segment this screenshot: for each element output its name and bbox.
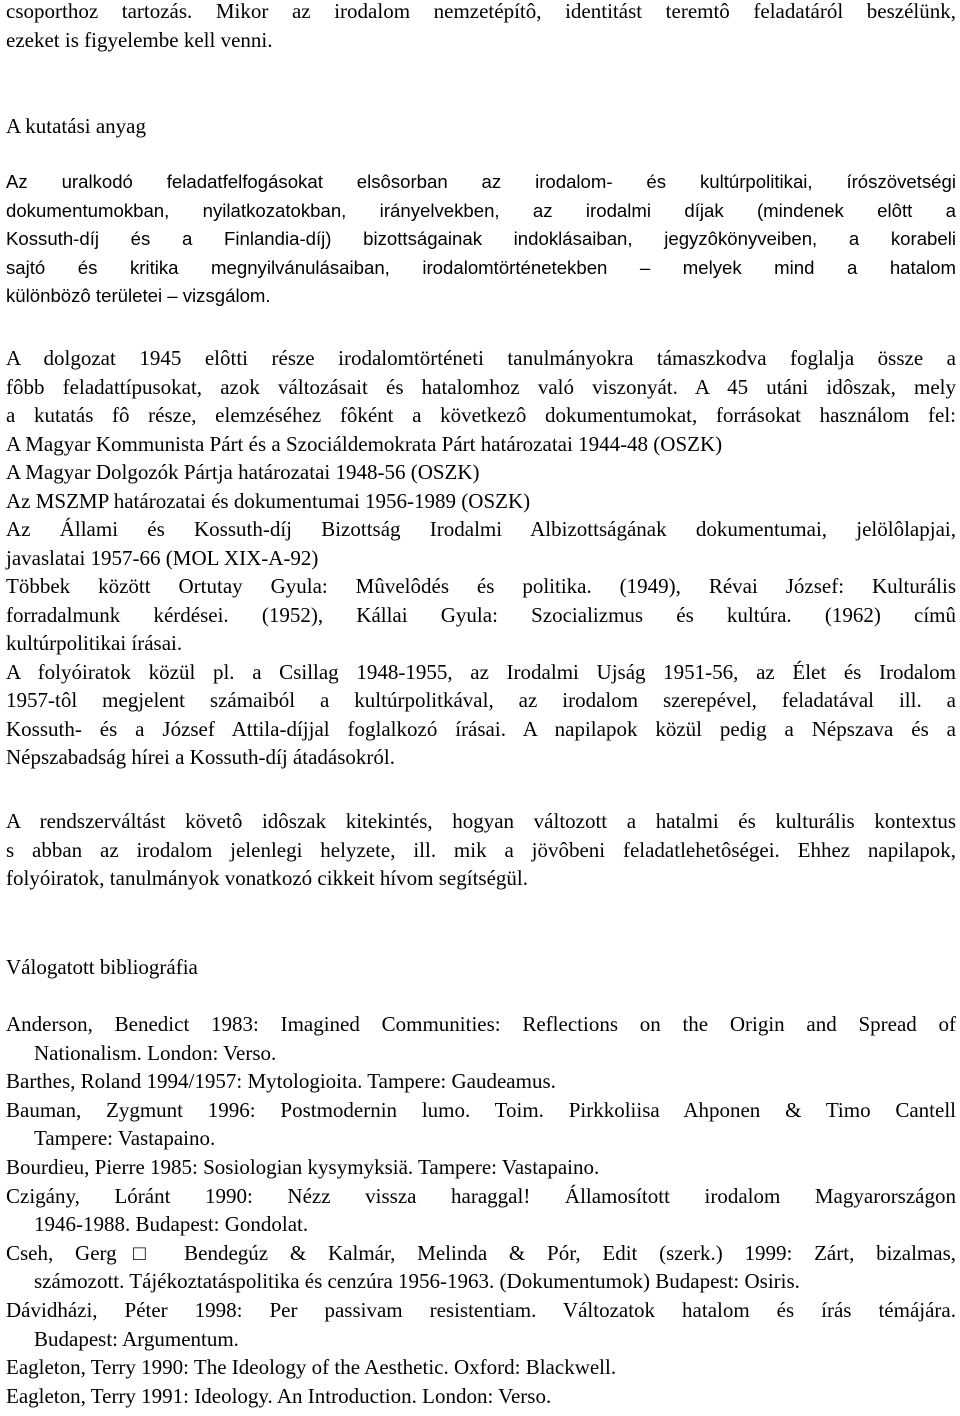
text-line: A dolgozat 1945 elôtti része irodalomtörténeti tanulmányokra támaszkodva foglalja össze a [6,346,956,370]
text-line: kultúrpolitikai írásai. [6,631,183,655]
bibliography-entry [6,1182,956,1239]
text-line: Az uralkodó feladatfelfogásokat elsôsorban az irodalom- és kultúrpolitikai, írószövetségi [6,171,956,192]
entry-line: Bourdieu, Pierre 1985: Sosiologian kysymyksiä. Tampere: Vastapaino. [6,1154,600,1179]
outlook-paragraph [6,807,956,893]
text-line: javaslatai 1957-66 (MOL XIX-A-92) [6,545,319,570]
bibliography-list [6,1010,956,1410]
text-line: forradalmunk kérdései. (1952), Kállai Gyula: Szocializmus és kultúra. (1962) címû [6,602,956,627]
text-line: A Magyar Kommunista Párt és a Szociáldemokrata Párt határozatai 1944-48 (OSZK) [6,431,723,456]
entry-line: Eagleton, Terry 1991: Ideology. An Introduction. London: Verso. [6,1383,552,1408]
text-line: s abban az irodalom jelenlegi helyzete, ill. mik a jövôbeni feladatlehetôségei. Ehhez napilapok, [6,837,956,862]
entry-line: Cseh, Gerg□ Bendegúz & Kalmár, Melinda & Pór, Edit (szerk.) 1999: Zárt, bizalmas, [6,1240,956,1265]
text-line: a kutatás fô része, elemzéséhez fôként a következô dokumentumokat, forrásokat használom fel: [6,403,956,427]
entry-line: Dávidházi, Péter 1998: Per passivam resistentiam. Változatok hatalom és írás témájára. [6,1297,956,1322]
entry-line: 1946-1988. Budapest: Gondolat. [34,1212,309,1237]
research-documents-paragraph [6,344,956,772]
text-line: különbözô területei – vizsgálom. [6,285,271,307]
entry-line: Budapest: Argumentum. [34,1326,239,1351]
entry-line: Tampere: Vastapaino. [34,1126,216,1151]
entry-line: Anderson, Benedict 1983: Imagined Communities: Reflections on the Origin and Spread of [6,1012,956,1036]
text-line: Az MSZMP határozatai és dokumentumai 1956-1989 (OSZK) [6,488,531,513]
entry-line: Eagleton, Terry 1990: The Ideology of the Aesthetic. Oxford: Blackwell. [6,1355,617,1380]
text-line: Népszabadság hírei a Kossuth-díj átadásokról. [6,745,395,769]
text-line: sajtó és kritika megnyilvánulásaiban, irodalomtörténetekben – melyek mind a hatalom [6,256,956,278]
research-sources-paragraph [6,168,956,311]
text-line: A rendszerváltást követô idôszak kitekintés, hogyan változott a hatalmi és kulturális kontextus [6,809,956,833]
text-line: Kossuth-díj és a Finlandia-díj) bizottságainak indoklásaiban, jegyzôkönyveiben, a korabeli [6,228,956,250]
bibliography-heading: Válogatott bibliográfia [6,955,198,979]
text-line: Többek között Ortutay Gyula: Mûvelôdés és politika. (1949), Révai József: Kulturális [6,574,956,598]
bibliography-entry [6,1010,956,1067]
entry-line: Czigány, Lóránt 1990: Nézz vissza haraggal! Államosított irodalom Magyarországon [6,1183,956,1208]
text-line: Az Állami és Kossuth-díj Bizottság Irodalmi Albizottságának dokumentumai, jelölôlapjai, [6,517,956,541]
text-line: folyóiratok, tanulmányok vonatkozó cikkeit hívom segítségül. [6,866,528,890]
text-line: fôbb feladattípusokat, azok változásait és hatalomhoz való viszonyát. A 45 utáni idôszak, mely [6,374,956,399]
text-line: A folyóiratok közül pl. a Csillag 1948-1955, az Irodalmi Ujság 1951-56, az Élet és Irodalom [6,659,956,684]
text-line: ezeket is figyelembe kell venni. [6,27,273,52]
bibliography-entry [6,1067,956,1096]
bibliography-entry [6,1296,956,1353]
entry-line: számozott. Tájékoztatáspolitika és cenzúra 1956-1963. (Dokumentumok) Budapest: Osiris. [34,1269,800,1294]
bibliography-entry [6,1153,956,1182]
entry-line: Bauman, Zygmunt 1996: Postmodernin lumo. Toim. Pirkkoliisa Ahponen & Timo Cantell [6,1097,956,1122]
text-line: dokumentumokban, nyilatkozatokban, irányelvekben, az irodalmi díjak (mindenek elôtt a [6,199,956,221]
text-line: A Magyar Dolgozók Pártja határozatai 1948-56 (OSZK) [6,460,480,484]
bibliography-entry [6,1096,956,1153]
bibliography-entry [6,1382,956,1411]
research-heading: A kutatási anyag [6,114,146,138]
text-line: csoporthoz tartozás. Mikor az irodalom nemzetépítô, identitást teremtô feladatáról beszélünk, [6,0,956,23]
text-line: Kossuth- és a József Attila-díjjal foglalkozó írásai. A napilapok közül pedig a Népszava és a [6,716,956,741]
entry-line: Barthes, Roland 1994/1957: Mytologioita. Tampere: Gaudeamus. [6,1069,556,1094]
intro-continuation-paragraph [6,0,956,54]
bibliography-entry [6,1353,956,1382]
text-line: 1957-tôl megjelent számaiból a kultúrpolitkával, az irodalom szerepével, feladatával ill. a [6,688,956,712]
entry-line: Nationalism. London: Verso. [34,1040,277,1065]
bibliography-entry [6,1239,956,1296]
